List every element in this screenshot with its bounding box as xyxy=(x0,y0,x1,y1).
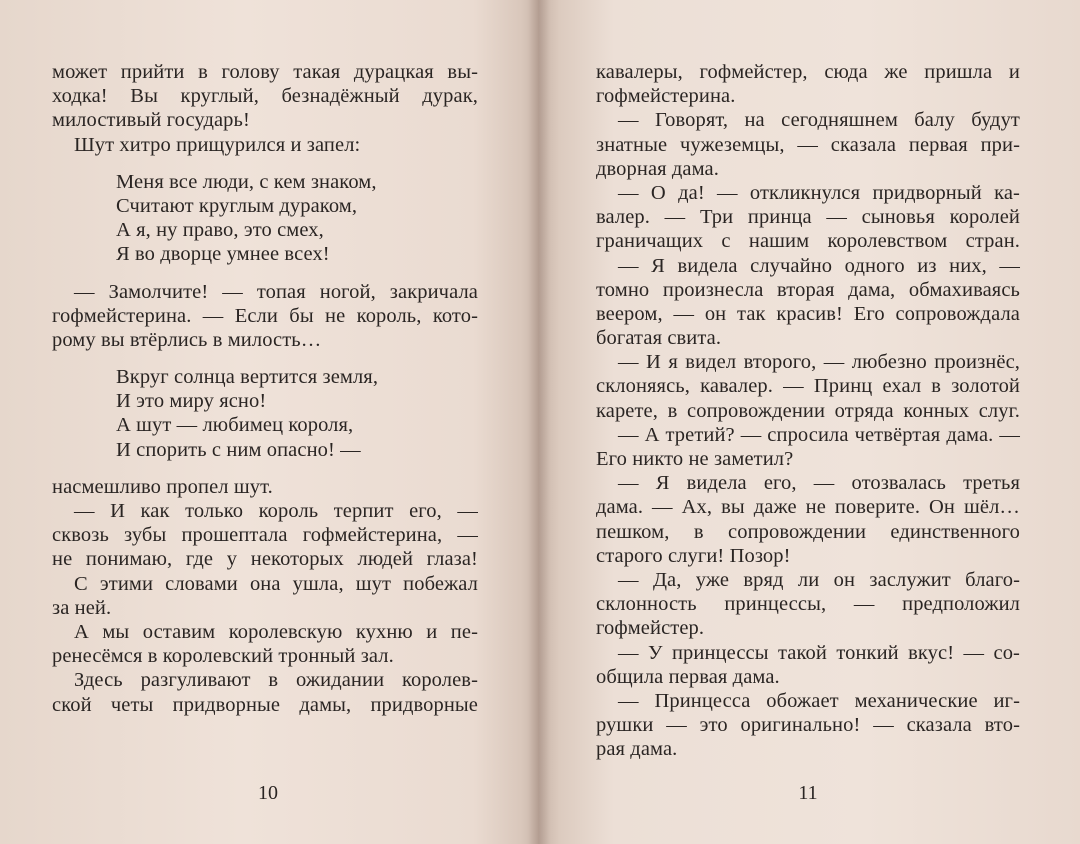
verse-line: А я, ну право, это смех, xyxy=(116,219,324,242)
text-line: граничащих с нашим королевством стран. xyxy=(596,230,1020,253)
text-line: пешком, в сопровождении единственного xyxy=(596,520,1020,543)
left-page-text xyxy=(52,60,478,717)
right-page xyxy=(538,0,1080,844)
text-line: общила первая дама. xyxy=(596,665,780,688)
text-line: ренесёмся в королевский тронный зал. xyxy=(52,645,394,668)
text-line: знатные чужеземцы, — сказала первая при- xyxy=(596,133,1020,156)
text-line: — У принцессы такой тонкий вкус! — со- xyxy=(618,641,1020,664)
text-line: богатая свита. xyxy=(596,327,722,350)
text-line: — Говорят, на сегодняшнем балу будут xyxy=(618,109,1020,132)
text-line: А мы оставим королевскую кухню и пе- xyxy=(74,620,478,643)
verse-line: Считают круглым дураком, xyxy=(116,194,358,217)
text-line: С этими словами она ушла, шут побежал xyxy=(74,572,478,595)
left-page-number: 10 xyxy=(258,782,278,804)
text-line: — Да, уже вряд ли он заслужит благо- xyxy=(618,568,1020,591)
text-line: склонность принцессы, — предположил xyxy=(596,593,1020,616)
text-line: ходка! Вы круглый, безнадёжный дурак, xyxy=(52,85,478,108)
text-line: ской четы придворные дамы, придворные xyxy=(52,693,478,716)
text-line: рая дама. xyxy=(596,738,678,761)
text-line: — И как только король терпит его, — xyxy=(74,500,478,522)
verse-line: И спорить с ним опасно! — xyxy=(116,438,361,461)
stanza-gap xyxy=(52,157,478,170)
text-line: насмешливо пропел шут. xyxy=(52,475,273,498)
verse-line: Меня все люди, с кем знаком, xyxy=(116,170,377,193)
text-line: дама. — Ах, вы даже не поверите. Он шёл… xyxy=(596,496,1020,519)
text-line: Шут хитро прищурился и запел: xyxy=(74,133,361,156)
text-line: кавалеры, гофмейстер, сюда же пришла и xyxy=(596,61,1020,83)
text-line: — И я видел второго, — любезно произнёс, xyxy=(618,351,1020,374)
text-line: гофмейстерина. xyxy=(596,85,736,108)
left-page xyxy=(0,0,538,844)
text-line: милостивый государь! xyxy=(52,109,250,132)
stanza-gap xyxy=(52,462,478,475)
right-page-text xyxy=(596,60,1020,761)
text-line: не понимаю, где у некоторых людей глаза! xyxy=(52,548,478,571)
text-line: веером, — он так красив! Его сопровождала xyxy=(596,302,1020,325)
stanza-gap xyxy=(52,352,478,365)
text-line: может прийти в голову такая дурацкая вы- xyxy=(52,61,478,83)
text-line: склоняясь, кавалер. — Принц ехал в золотой xyxy=(596,375,1020,398)
text-line: — А третий? — спросила четвёртая дама. — xyxy=(618,423,1020,446)
text-line: — О да! — откликнулся придворный ка- xyxy=(618,181,1020,204)
text-line: сквозь зубы прошептала гофмейстерина, — xyxy=(52,524,478,547)
book-gutter xyxy=(528,0,550,844)
text-line: рушки — это оригинально! — сказала вто- xyxy=(596,714,1020,737)
text-line: дворная дама. xyxy=(596,157,719,180)
text-line: томно произнесла вторая дама, обмахиваясь xyxy=(596,278,1020,301)
right-page-number: 11 xyxy=(798,782,818,804)
verse-line: И это миру ясно! xyxy=(116,390,267,413)
text-line: Здесь разгуливают в ожидании королев- xyxy=(74,669,478,692)
text-line: — Замолчите! — топая ногой, закричала xyxy=(74,280,478,303)
text-line: карете, в сопровождении отряда конных слуг. xyxy=(596,399,1020,422)
text-line: валер. — Три принца — сыновья королей xyxy=(596,206,1020,229)
text-line: гофмейстерина. — Если бы не король, кото- xyxy=(52,304,478,327)
verse-line: Вкруг солнца вертится земля, xyxy=(116,366,379,389)
text-line: гофмейстер. xyxy=(596,617,705,640)
verse-line: А шут — любимец короля, xyxy=(116,414,354,437)
text-line: за ней. xyxy=(52,596,112,619)
text-line: старого слуги! Позор! xyxy=(596,544,791,567)
text-line: рому вы втёрлись в милость… xyxy=(52,328,322,351)
text-line: Его никто не заметил? xyxy=(596,448,794,470)
text-line: — Принцесса обожает механические иг- xyxy=(618,689,1020,712)
stanza-gap xyxy=(52,267,478,280)
text-line: — Я видела его, — отозвалась третья xyxy=(618,472,1020,495)
verse-line: Я во дворце умнее всех! xyxy=(116,243,330,266)
text-line: — Я видела случайно одного из них, — xyxy=(618,254,1020,277)
